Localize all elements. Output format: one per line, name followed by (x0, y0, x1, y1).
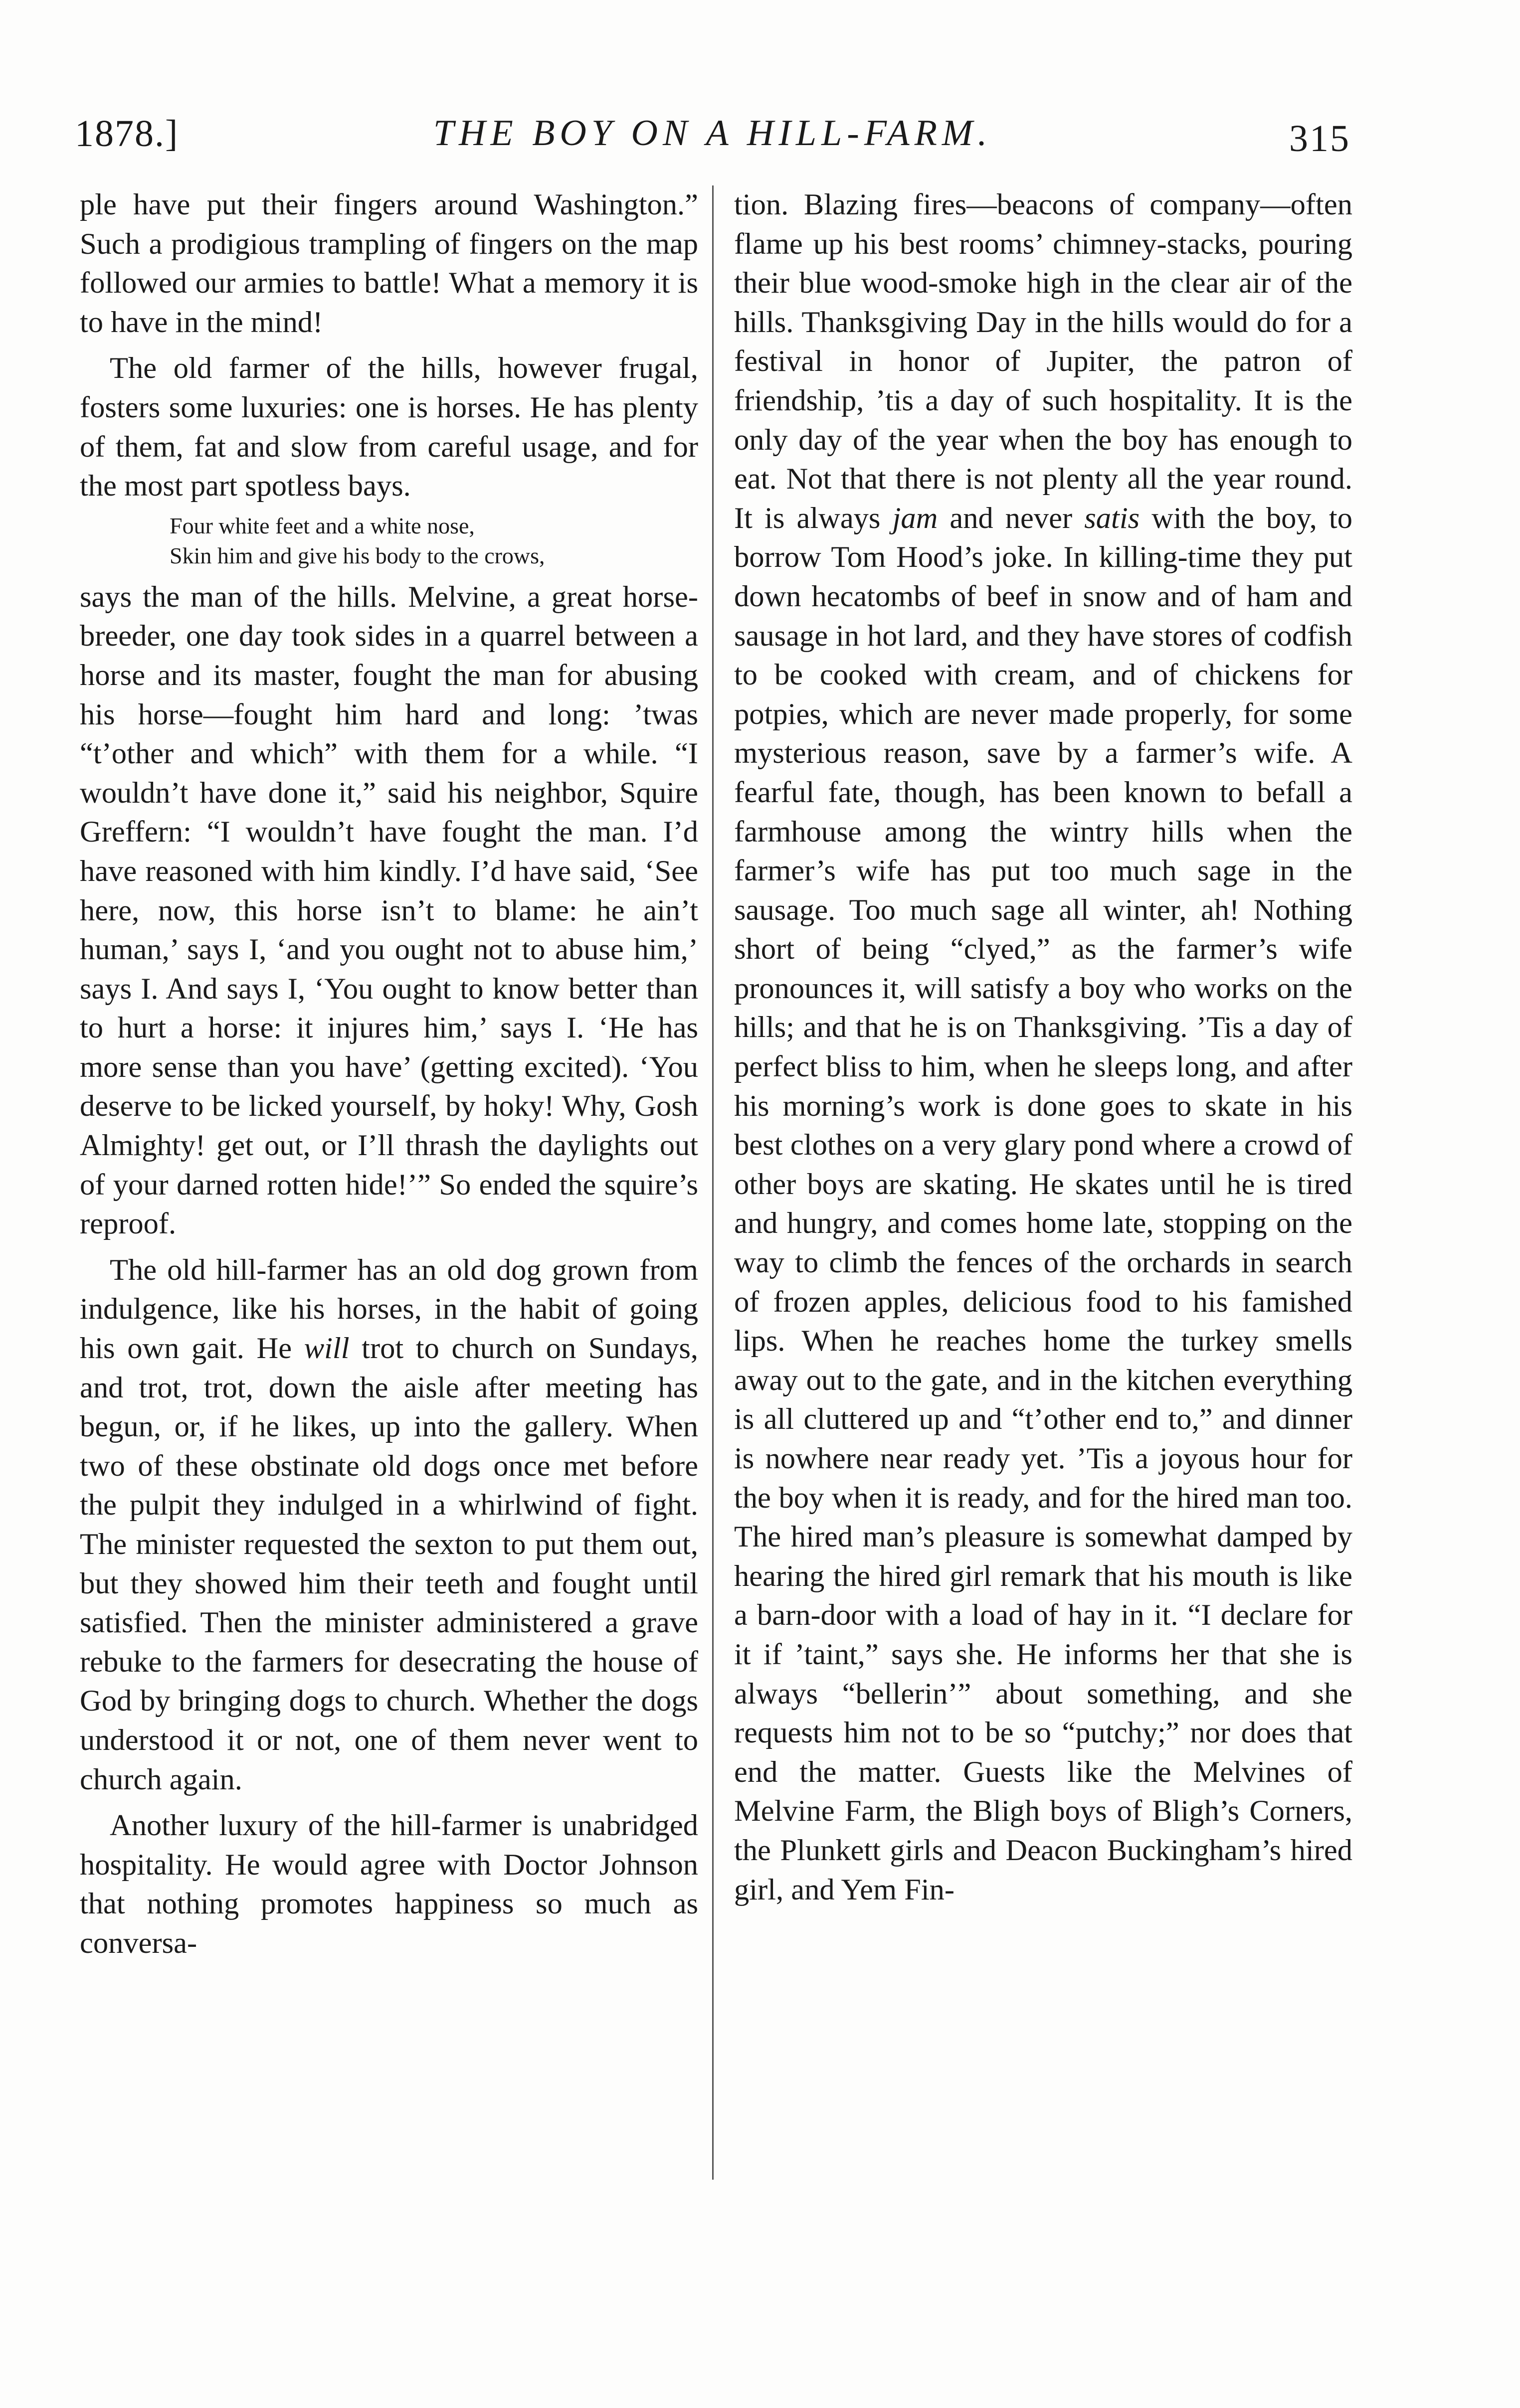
paragraph (80, 1251, 698, 1799)
header-title: THE BOY ON A HILL-FARM. (433, 113, 992, 154)
paragraph: The old farmer of the hills, however frugal, fosters some luxuries: one is horses. He has plenty of them, fat and slow from careful usage, and for the most part spotless bays. (80, 351, 698, 503)
paragraph: says the man of the hills. Melvine, a great horse-breeder, one day took sides in a quarrel between a horse and its master, fought the man for abusing his horse—fought him hard and long: ’twas “t’other and which” with them for a while. “I wouldn’t have done it,” said his neighbor, Squire Greffern: “I wouldn’t have fought the man. I’d have reasoned with him kindly. I’d have said, ‘See here, now, this horse isn’t to blame: he ain’t human,’ says I, ‘and you ought not to abuse him,’ says I. And says I, ‘You ought to know better than to hurt a horse: it injures him,’ says I. ‘He has more sense than you have’ (getting excited). ‘You deserve to be licked yourself, by hoky! Why, Gosh Almighty! get out, or I’ll thrash the daylights out of your darned rotten hide!’” So ended the squire’s reproof. (80, 580, 698, 1241)
verse-line: Skin him and give his body to the crows, (170, 542, 545, 568)
left-column (80, 185, 698, 1963)
paragraph (734, 185, 1352, 1909)
text-run: with the boy, to borrow Tom Hood’s joke. In killing-time they put down hecatombs of beef in snow and of ham and sausage in hot lard, and they have stores of codfish to be cooked with cream, and of chickens for potpies, which are never made properly, for some mysterious reason, save by a farmer’s wife. A fearful fate, though, has been known to befall a farmhouse among the wintry hills when the farmer’s wife has put too much sage in the sausage. Too much sage all winter, ah! Nothing short of being “clyed,” as the farmer’s wife pronounces it, will satisfy a boy who works on the hills; and that he is on Thanksgiving. ’Tis a day of perfect bliss to him, when he sleeps long, and after his morning’s work is done goes to skate in his best clothes on a very glary pond where a crowd of other boys are skating. He skates until he is tired and hungry, and comes home late, stopping on the way to climb the fences of the orchards in search of frozen apples, delicious food to his famished lips. When he reaches home the turkey smells away out to the gate, and in the kitchen everything is all cluttered up and “t’other end to,” and dinner is nowhere near ready yet. ’Tis a joyous hour for the boy when it is ready, and for the hired man too. The hired man’s pleasure is somewhat damped by hearing the hired girl remark that his mouth is like a barn-door with a load of hay in it. “I declare for it if ’taint,” says she. He informs her that she is always “bellerin’” about something, and she requests him not to be so “putchy;” nor does that end the matter. Guests like the Melvines of Melvine Farm, the Bligh boys of Bligh’s Corners, the Plunkett girls and Deacon Buckingham’s hired girl, and Yem Fin- (734, 501, 1352, 1906)
text-run: tion. Blazing fires—beacons of company—often flame up his best rooms’ chimney-stacks, pouring their blue wood-smoke high in the clear air of the hills. Thanksgiving Day in the hills would do for a festival in honor of Jupiter, the patron of friendship, ’tis a day of such hospitality. It is the only day of the year when the boy has enough to eat. Not that there is not plenty all the year round. It is always (734, 188, 1352, 535)
paragraph: Another luxury of the hill-farmer is unabridged hospitality. He would agree with Doctor Johnson that nothing promotes happiness so much as conversa- (80, 1809, 698, 1960)
header-year: 1878.] (75, 113, 179, 155)
text-run: trot to church on Sundays, and trot, trot, down the aisle after meeting has begun, or, if he likes, up into the gallery. When two of these obstinate old dogs once met before the pulpit they indulged in a whirlwind of fight. The minister requested the sexton to put them out, but they showed him their teeth and fought until satisfied. Then the minister administered a grave rebuke to the farmers for desecrating the house of God by bringing dogs to church. Whether the dogs understood it or not, one of them never went to church again. (80, 1332, 698, 1796)
right-column (734, 185, 1352, 1909)
verse-quote (80, 511, 698, 571)
verse-line: Four white feet and a white nose, (170, 513, 475, 538)
text-run: and never (938, 501, 1085, 535)
running-head (75, 112, 1350, 172)
column-rule (712, 185, 714, 2180)
italic-text: jam (892, 501, 938, 535)
text-run: The old hill-farmer has an old dog grown from indulgence, like his horses, in the habit of going his own gait. He (80, 1253, 698, 1366)
paragraph: ple have put their fingers around Washington.” Such a prodigious trampling of fingers on the map followed our armies to battle! What a memory it is to have in the mind! (80, 188, 698, 339)
italic-text: satis (1084, 501, 1140, 535)
page-number: 315 (1289, 118, 1350, 160)
italic-text: will (304, 1332, 350, 1366)
